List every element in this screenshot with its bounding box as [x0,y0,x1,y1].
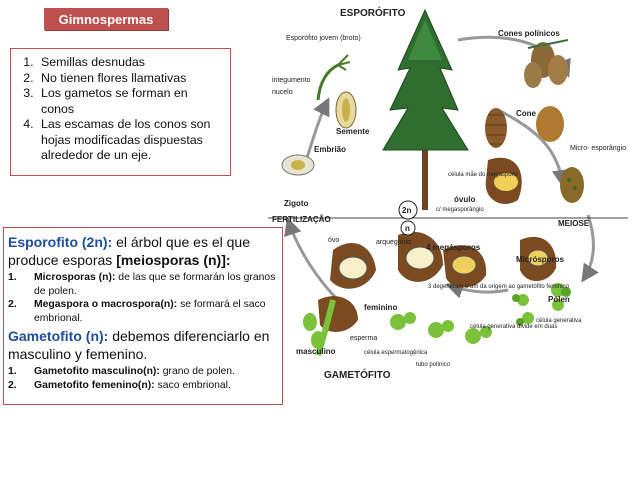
gametophyte-term: Gametofito (n): [8,328,109,344]
cones-polinicos-label: Cones polínicos [498,29,560,38]
gametophyte-paragraph [8,327,278,363]
polen-label: Pólen [548,295,570,304]
microesporangio-label: Micro- esporângio [570,145,627,152]
seedling-illustration [282,55,356,175]
list-item: 3. Los gametos se forman en conos [37,86,224,117]
zigoto-label: Zigoto [284,199,309,208]
nucelo-label: nucelo [272,89,293,96]
celula-generativa-label: célula generativa [536,318,582,324]
tres-degeneram-label: 3 degeneram e um da origem ao gametófito feminino [428,284,570,290]
esperma-label: esperma [350,335,378,342]
integumento-label: integumento [272,77,311,84]
gametofito-heading: GAMETÓFITO [324,370,391,381]
celula-espermatogenica-label: célula espermatogênica [364,350,428,356]
megasporangio-label: c/ megasporângio [436,207,484,213]
cone-illustration [485,108,507,148]
gametophytes-list [8,365,278,392]
list-item: 1. Microsporas (n): de las que se formarán los granos de polen. [8,272,276,297]
celula-generativa-divide-label: célula generativa divide em duas [470,324,558,330]
celula-mae-label: célula mãe do megásporo [448,172,518,178]
fertilizacao-label: FERTILIZAÇÃO [272,215,331,224]
list-item: 2. Gametofito femenino(n): saco embrional. [8,379,231,391]
life-cycle-explanation-box [3,227,283,405]
sporophyte-paragraph [8,233,278,269]
ploidy-n-label: n [405,224,410,233]
list-item: 1. Gametofito masculino(n): grano de polen. [8,366,235,377]
sporophyte-term: Esporofito (2n): [8,234,113,250]
sporophyte-tree [383,10,468,210]
pollen-cones-illustration [524,40,568,88]
arquegonio-label: arquegônio [376,239,412,246]
life-cycle-diagram [258,0,638,400]
esporofito-heading: ESPORÓFITO [340,8,406,19]
list-item: 1. Semillas desnudas [37,55,224,71]
masculino-label: masculino [296,347,336,356]
ploidy-2n-label: 2n [402,206,412,215]
tubo-polinico-label: tubo polínico [416,362,451,368]
feminino-label: feminino [364,303,398,312]
list-item: 2. No tienen flores llamativas [37,71,224,87]
gametophyte-text: debemos diferenciarlo en masculino y femenino. [8,328,270,362]
cone-label: Cone [516,109,536,118]
esporofito-jovem-label: Esporófito jovem (broto) [286,35,361,42]
microsporos-label: Micrósporos [516,255,565,264]
meiose-label: MEIOSE [558,219,590,228]
semente-label: Semente [336,127,370,136]
spores-list [8,271,278,325]
ovule-scale-illustration [486,158,522,204]
characteristics-box [10,48,231,176]
page-title: Gimnospermas [44,8,168,30]
ovo-label: óvo [328,237,340,244]
microsporangium-illustration [536,106,584,203]
list-item: 2. Megaspora o macrospora(n): se formará el saco embrional. [8,299,266,324]
sporophyte-spores: [meiosporas (n)]: [116,252,231,268]
ovulo-label: óvulo [454,195,476,204]
embriao-label: Embrião [314,145,347,154]
list-item: 4. Las escamas de los conos son hojas modificadas dispuestas alrededor de un eje. [37,117,224,164]
megasporos-label: 4 megásporos [426,243,481,252]
sporophyte-text: el árbol que es el que produce esporas [8,234,250,268]
characteristics-list [17,55,224,164]
cycle-arrow [288,220,338,300]
